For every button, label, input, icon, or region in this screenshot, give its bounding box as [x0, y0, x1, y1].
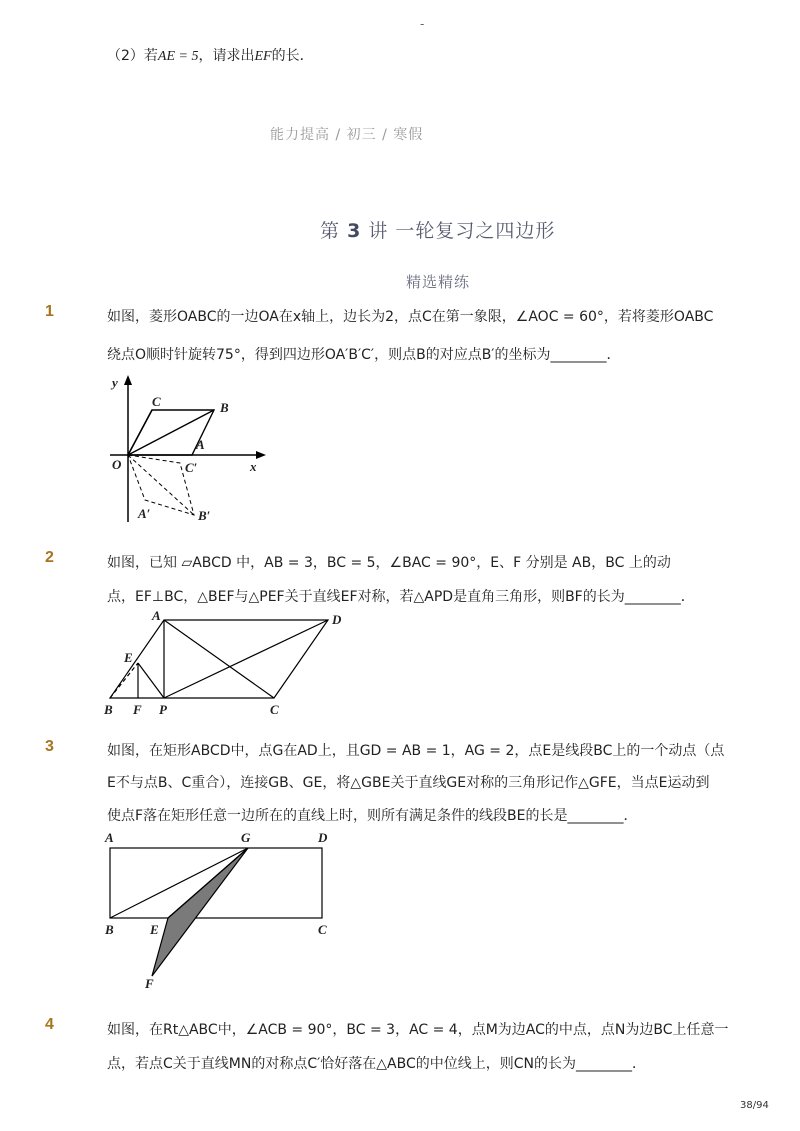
section-title: 精选精练: [406, 273, 471, 291]
label-c-prime: C′: [185, 460, 198, 475]
question-text-line: 点，EF⊥BC，△BEF与△PEF关于直线EF对称，若△APD是直角三角形，则BF的长为________．: [107, 589, 695, 605]
figure-parallelogram: [100, 608, 360, 720]
prev-question-suffix: 的长．: [271, 48, 314, 64]
label-x: x: [250, 459, 257, 474]
label-a: A: [105, 830, 114, 845]
question-text-line: 如图，在矩形ABCD中，点G在AD上，且GD = AB = 1，AG = 2，点E是线段BC上的一个动点（点: [107, 743, 725, 759]
prev-question-mid: ，请求出: [198, 48, 255, 64]
label-c: C: [318, 922, 327, 937]
page-title: [320, 216, 555, 243]
label-b: B: [220, 400, 229, 415]
label-f: F: [145, 976, 154, 991]
question-text-line: 如图，已知 ▱ABCD 中，AB = 3，BC = 5，∠BAC = 90°，E、F 分别是 AB，BC 上的动: [107, 555, 671, 571]
label-o: O: [112, 457, 122, 472]
prev-question-line: [107, 46, 314, 67]
title-number: 3: [347, 220, 362, 242]
label-c: C: [270, 702, 279, 717]
breadcrumb: 能力提高 / 初三 / 寒假: [270, 127, 424, 143]
figure-rectangle-fold: [100, 828, 340, 993]
label-y: y: [112, 375, 118, 390]
label-f: F: [133, 702, 142, 717]
question-text-line: 绕点O顺时针旋转75°，得到四边形OA′B′C′，则点B的对应点B′的坐标为________．: [107, 347, 621, 363]
diagonal-ac: [164, 620, 274, 698]
label-a: A: [152, 608, 161, 623]
label-e: E: [150, 922, 159, 937]
question-number: 1: [45, 303, 54, 320]
label-b: B: [105, 922, 114, 937]
triangle-gfe: [152, 848, 248, 976]
label-b: B: [104, 702, 113, 717]
x-axis-arrow: [256, 451, 266, 459]
question-text-line: 如图，菱形OABC的一边OA在x轴上，边长为2，点C在第一象限，∠AOC = 60°，若将菱形OABC: [107, 309, 714, 325]
segment-gb: [110, 848, 248, 918]
y-axis-arrow: [124, 375, 132, 385]
question-text-line: 点，若点C关于直线MN的对称点C′恰好落在△ABC的中位线上，则CN的长为________．: [107, 1056, 647, 1072]
prev-question-prefix: （2）若: [107, 48, 158, 64]
question-text-line: 使点F落在矩形任意一边所在的直线上时，则所有满足条件的线段BE的长是________．: [107, 808, 638, 824]
question-text-line: 如图，在Rt△ABC中，∠ACB = 90°，BC = 3，AC = 4，点M为边AC的中点，点N为边BC上任意一: [107, 1022, 729, 1038]
label-d: D: [332, 612, 342, 627]
label-c: C: [152, 394, 161, 409]
label-e: E: [124, 650, 133, 665]
label-d: D: [318, 830, 328, 845]
top-mark: -: [420, 17, 425, 31]
prev-question-math1: AE = 5: [157, 49, 199, 64]
label-g: G: [241, 830, 251, 845]
label-p: P: [159, 702, 167, 717]
prev-question-math2: EF: [254, 49, 272, 64]
question-number: 3: [45, 738, 54, 755]
label-b-prime: B′: [198, 508, 211, 523]
title-part1: 第: [320, 220, 341, 242]
title-part2: 讲 一轮复习之四边形: [368, 220, 556, 242]
segment-ep: [138, 663, 164, 698]
page-number: 38/94: [740, 1100, 769, 1111]
label-a-prime: A′: [138, 506, 151, 521]
question-number: 4: [45, 1016, 54, 1033]
figure-rhombus-rotation: [100, 372, 280, 527]
segment-pd: [164, 620, 328, 698]
question-number: 2: [45, 549, 54, 566]
label-a: A: [196, 437, 205, 452]
question-text-line: E不与点B、C重合），连接GB、GE，将△GBE关于直线GE对称的三角形记作△GFE，当点E运动到: [107, 775, 710, 791]
